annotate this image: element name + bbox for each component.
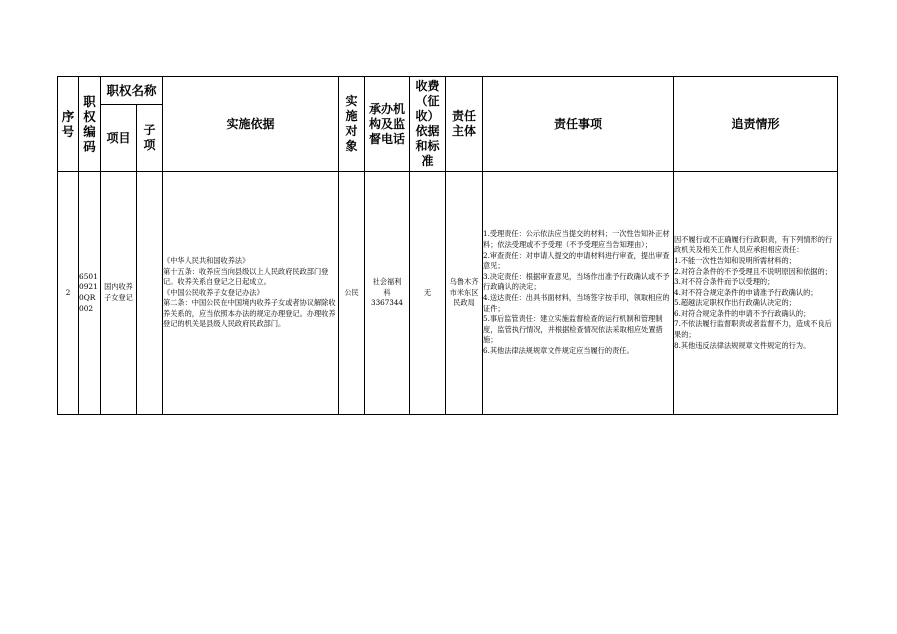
table-row xyxy=(58,172,838,415)
header-agency: 承办机构及监督电话 xyxy=(365,77,410,172)
header-fee: 收费（征收）依据和标准 xyxy=(410,77,446,172)
header-subitem: 子项 xyxy=(137,105,163,172)
power-list-table xyxy=(57,76,838,415)
header-row-1 xyxy=(58,77,838,105)
row-duties: 1.受理责任：公示依法应当提交的材料；一次性告知补正材料；依法受理或不予受理（不予受理应当告知理由）； 2.审查责任：对申请人提交的申请材料进行审查，提出审查意见； 3.决定责任：根据审查意见，当场作出准予行政确认或不予行政确认的决定； 4.送达责任：出具书面材料，当场签字按手印，领取相应的证件； 5.事后监管责任：建立实施监督检查的运行机制和管理制度，监管执行情况，并根据检查情况依法采取相应处置措施； 6.其他法律法规规章文件规定应当履行的责任。 xyxy=(483,172,674,415)
header-accountability: 追责情形 xyxy=(674,77,838,172)
row-seq: 2 xyxy=(58,172,79,415)
header-subject: 责任主体 xyxy=(446,77,483,172)
row-item: 国内收养子女登记 xyxy=(101,172,137,415)
row-subject: 乌鲁木齐市米东区民政局 xyxy=(446,172,483,415)
header-duties: 责任事项 xyxy=(483,77,674,172)
agency-name: 社会福利科 xyxy=(372,277,402,297)
header-basis: 实施依据 xyxy=(163,77,339,172)
row-accountability: 因不履行或不正确履行行政职责，有下列情形的行政机关及相关工作人员应承担相应责任： 1.不能一次性告知和说明所需材料的； 2.对符合条件的不予受理且不说明原因和依据的； 3.对不符合条件而予以受理的； 4.对不符合规定条件的申请准予行政确认的； 5.超越法定职权作出行政确认决定的； 6.对符合规定条件的申请不予行政确认的； 7.不依法履行监督职责或者监督不力，造成不良后果的； 8.其他违反法律法规规章文件规定的行为。 xyxy=(674,172,838,415)
header-item: 项目 xyxy=(101,105,137,172)
header-power-name: 职权名称 xyxy=(101,77,163,105)
row-fee: 无 xyxy=(410,172,446,415)
row-code: 65010921 0QR002 xyxy=(79,172,101,415)
row-basis: 《中华人民共和国收养法》 第十五条：收养应当向县级以上人民政府民政部门登记。收养关系自登记之日起成立。 《中国公民收养子女登记办法》 第二条：中国公民在中国境内收养子女或者协议解除收养关系的，应当依照本办法的规定办理登记。办理收养登记的机关是县级人民政府民政部门。 xyxy=(163,172,339,415)
row-subitem xyxy=(137,172,163,415)
row-agency xyxy=(365,172,410,415)
header-target: 实施对象 xyxy=(339,77,365,172)
header-code: 职权编码 xyxy=(79,77,101,172)
row-target: 公民 xyxy=(339,172,365,415)
header-seq: 序号 xyxy=(58,77,79,172)
agency-phone: 3367344 xyxy=(371,298,404,308)
